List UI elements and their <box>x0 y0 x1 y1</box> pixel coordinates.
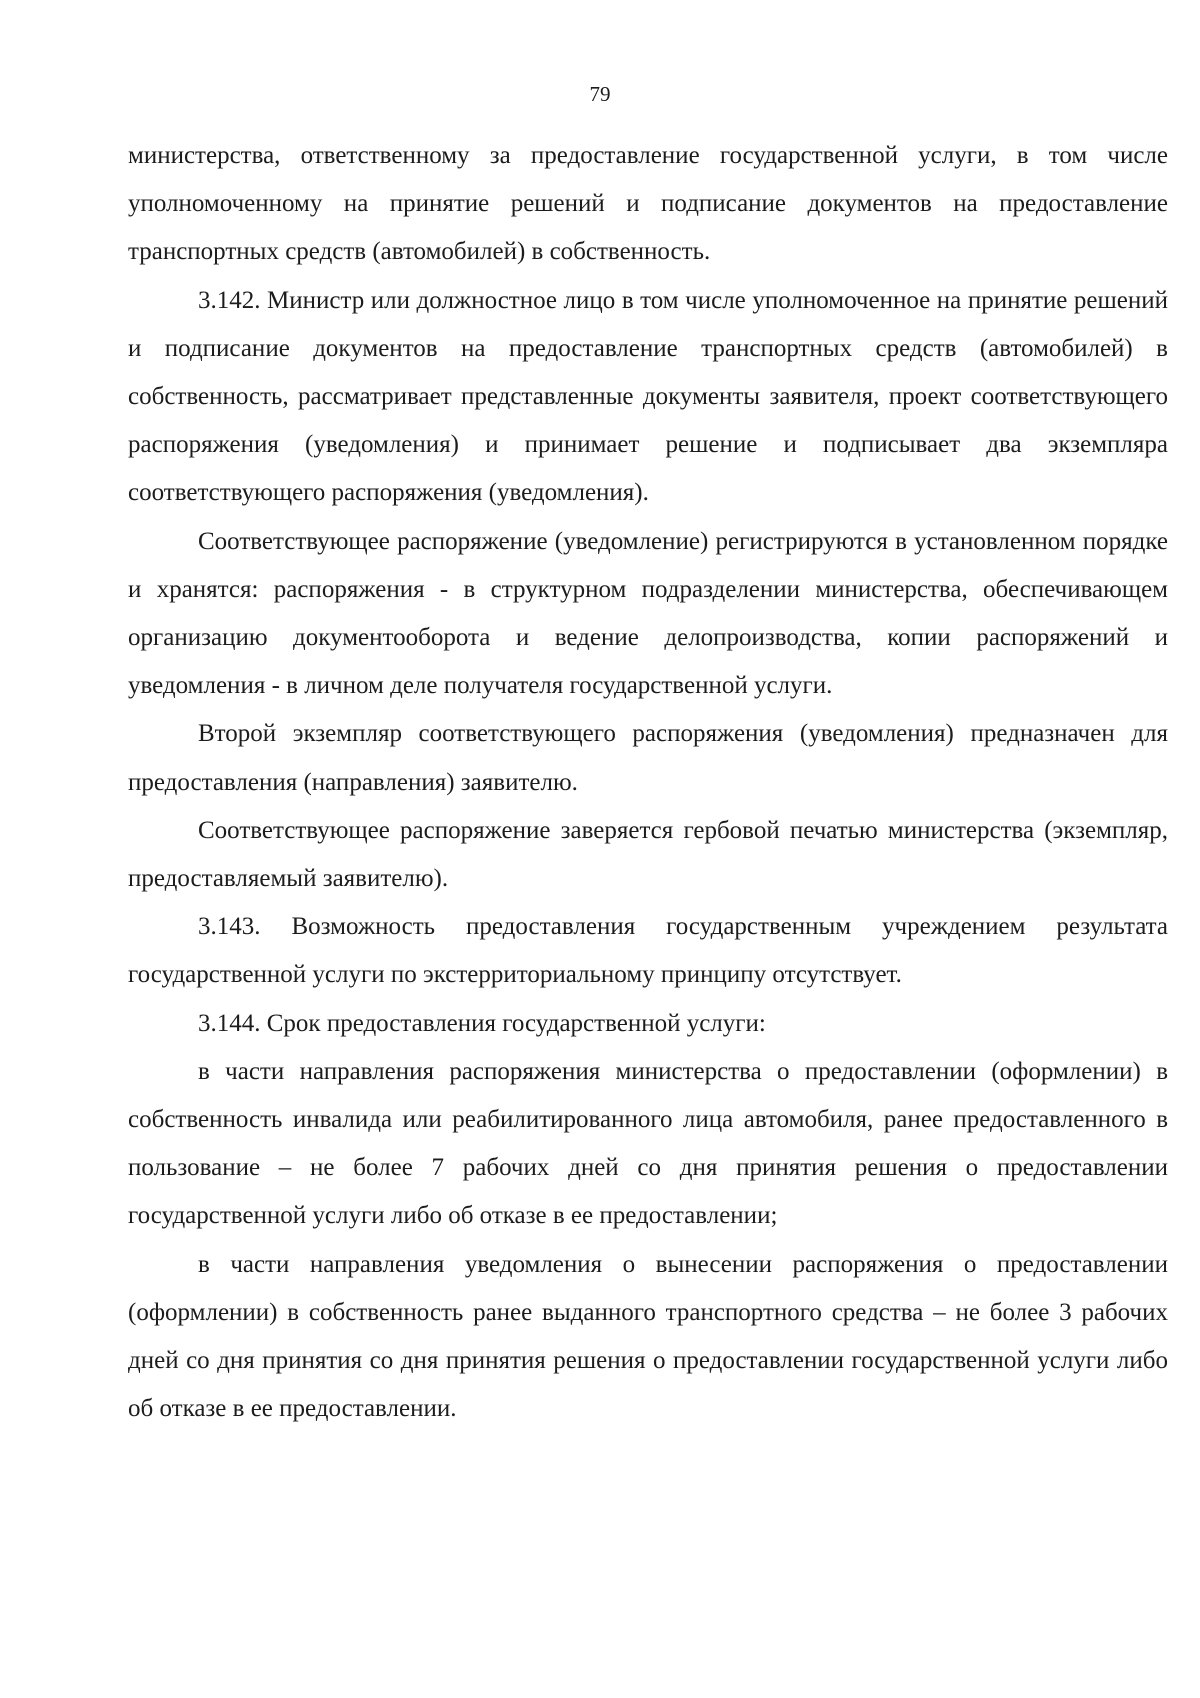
paragraph-second-copy: Второй экземпляр соответствующего распоряжения (уведомления) предназначен для предоставления (направления) заявителю. <box>128 720 1168 796</box>
paragraph-3-144: 3.144. Срок предоставления государственной услуги: <box>198 1009 766 1037</box>
paragraph-seal: Соответствующее распоряжение заверяется гербовой печатью министерства (экземпляр, предоставляемый заявителю). <box>128 816 1168 893</box>
paragraph-3-142: 3.142. Министр или должностное лицо в том числе уполномоченное на принятие решений и подписание документов на предоставление транспортных средств (автомобилей) в собственность, рассматривает представленные документы заявителя, проект соответствующего распоряжения (уведомления) и принимает решение и подписывает два экземпляра соответствующего распоряжения (уведомления). <box>128 286 1168 507</box>
paragraph-continuation: министерства, ответственному за предоставление государственной услуги, в том числе уполномоченному на принятие решений и подписание документов на предоставление транспортных средств (автомобилей) в собственность. <box>128 142 1168 266</box>
paragraph-term-notice: в части направления уведомления о вынесении распоряжения о предоставлении (оформлении) в собственность ранее выданного транспортного средства – не более 3 рабочих дней со дня принятия со дня принятия решения о предоставлении государственной услуги либо об отказе в ее предоставлении. <box>128 1250 1168 1423</box>
document-body <box>128 132 1168 1433</box>
paragraph-term-order: в части направления распоряжения министерства о предоставлении (оформлении) в собственность инвалида или реабилитированного лица автомобиля, ранее предоставленного в пользование – не более 7 рабочих дней со дня принятия решения о предоставлении государственной услуги либо об отказе в ее предоставлении; <box>128 1057 1168 1230</box>
paragraph-3-143: 3.143. Возможность предоставления государственным учреждением результата государственной услуги по экстерриториальному принципу отсутствует. <box>128 913 1168 989</box>
page-number: 79 <box>589 82 611 106</box>
paragraph-registration: Соответствующее распоряжение (уведомление) регистрируются в установленном порядке и хранятся: распоряжения - в структурном подразделении министерства, обеспечивающем организацию документооборота и ведение делопроизводства, копии распоряжений и уведомления - в личном деле получателя государственной услуги. <box>128 527 1168 700</box>
